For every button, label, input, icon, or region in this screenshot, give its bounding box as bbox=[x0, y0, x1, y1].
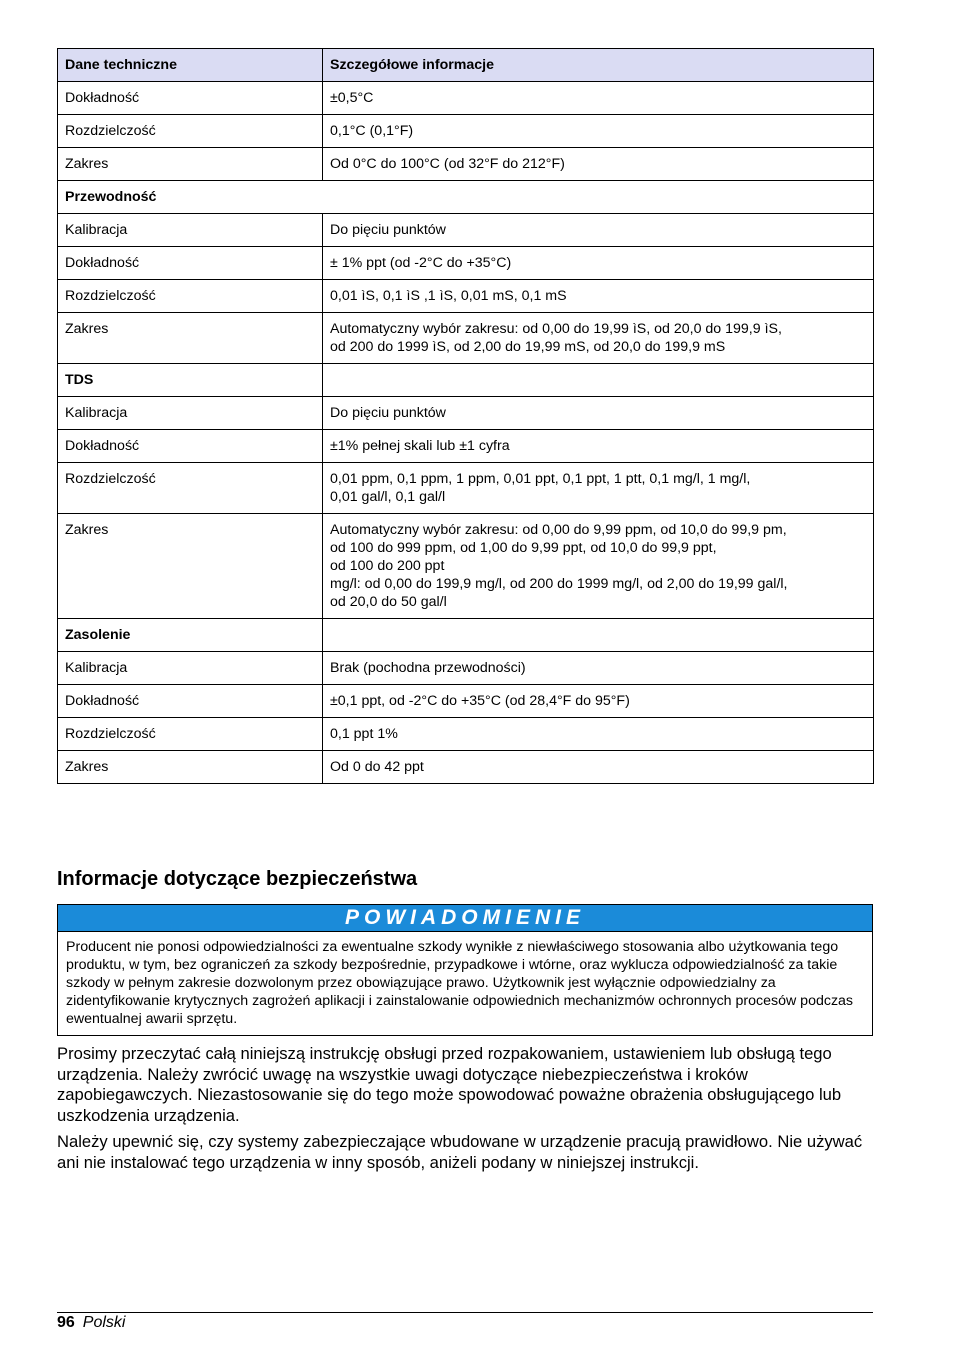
table-row bbox=[58, 652, 874, 685]
page-footer bbox=[57, 1313, 125, 1333]
row-label: Dokładność bbox=[58, 430, 323, 463]
row-label: Rozdzielczość bbox=[58, 115, 323, 148]
column-header-spec: Dane techniczne bbox=[58, 49, 323, 82]
table-row bbox=[58, 247, 874, 280]
row-value: Od 0 do 42 ppt bbox=[323, 751, 874, 784]
table-row bbox=[58, 214, 874, 247]
safety-paragraph: Prosimy przeczytać całą niniejszą instrukcję obsługi przed rozpakowaniem, ustawieniem lub obsługą tego urządzenia. Należy zwrócić uwagę na wszystkie uwagi dotyczące niebezpieczeństwa i kroków zapobiegawczych. Niezastosowanie się do tego może spowodować poważne obrażenia obsługującego lub uszkodzenia urządzenia. bbox=[57, 1044, 842, 1125]
table-header-row bbox=[58, 49, 874, 82]
row-value: Do pięciu punktów bbox=[323, 397, 874, 430]
row-value bbox=[323, 619, 874, 652]
row-label: Rozdzielczość bbox=[58, 463, 323, 514]
row-label: Dokładność bbox=[58, 82, 323, 115]
table-section-row bbox=[58, 364, 874, 397]
column-header-details: Szczegółowe informacje bbox=[323, 49, 874, 82]
table-row bbox=[58, 751, 874, 784]
table-row bbox=[58, 430, 874, 463]
table-row bbox=[58, 685, 874, 718]
table-row bbox=[58, 397, 874, 430]
section-label: Zasolenie bbox=[58, 619, 323, 652]
row-label: Rozdzielczość bbox=[58, 280, 323, 313]
section-title: Informacje dotyczące bezpieczeństwa bbox=[57, 868, 418, 890]
section-label: TDS bbox=[58, 364, 323, 397]
notice-text: Producent nie ponosi odpowiedzialności za ewentualne szkody wynikłe z niewłaściwego stosowania albo użytkowania tego produktu, w tym, bez ograniczeń za szkody bezpośrednie, przypadkowe i wtórne, oraz wyklucza odpowiedzialność za takie szkody w pełnym zakresie dozwolonym przez obowiązujące prawo. Użytkownik jest wyłącznie odpowiedzialny za zidentyfikowanie krytycznych zagrożeń aplikacji i zainstalowanie odpowiednich mechanizmów ochronnych procesów podczas ewentualnej awarii sprzętu. bbox=[66, 939, 854, 1027]
footer-divider bbox=[57, 1312, 873, 1313]
row-value: 0,1 ppt 1% bbox=[323, 718, 874, 751]
row-label: Dokładność bbox=[58, 685, 323, 718]
table-row bbox=[58, 115, 874, 148]
row-value: 0,1°C (0,1°F) bbox=[323, 115, 874, 148]
row-value: Od 0°C do 100°C (od 32°F do 212°F) bbox=[323, 148, 874, 181]
safety-paragraph: Należy upewnić się, czy systemy zabezpieczające wbudowane w urządzenie pracują prawidłowo. Nie używać ani nie instalować tego urządzenia w inny sposób, aniżeli podany w niniejszej instrukcji. bbox=[57, 1132, 863, 1172]
row-value: Brak (pochodna przewodności) bbox=[323, 652, 874, 685]
row-value: ±0,5°C bbox=[323, 82, 874, 115]
table-section-row bbox=[58, 619, 874, 652]
notice-header: POWIADOMIENIE bbox=[58, 905, 872, 932]
row-value: ±1% pełnej skali lub ±1 cyfra bbox=[323, 430, 874, 463]
row-value: ± 1% ppt (od -2°C do +35°C) bbox=[323, 247, 874, 280]
row-value: ±0,1 ppt, od -2°C do +35°C (od 28,4°F do 95°F) bbox=[323, 685, 874, 718]
row-value: 0,01 ppm, 0,1 ppm, 1 ppm, 0,01 ppt, 0,1 ppt, 1 ptt, 0,1 mg/l, 1 mg/l, 0,01 gal/l, 0,1 gal/l bbox=[323, 463, 874, 514]
row-label: Zakres bbox=[58, 514, 323, 619]
row-label: Zakres bbox=[58, 751, 323, 784]
table-row bbox=[58, 148, 874, 181]
table-row bbox=[58, 280, 874, 313]
section-label: Przewodność bbox=[58, 181, 874, 214]
table-section-row bbox=[58, 181, 874, 214]
row-label: Dokładność bbox=[58, 247, 323, 280]
notice-box bbox=[57, 904, 873, 1036]
row-label: Rozdzielczość bbox=[58, 718, 323, 751]
row-value: 0,01 ìS, 0,1 ìS ,1 ìS, 0,01 mS, 0,1 mS bbox=[323, 280, 874, 313]
table-body bbox=[58, 82, 874, 784]
table-row bbox=[58, 718, 874, 751]
table-row bbox=[58, 82, 874, 115]
table-row bbox=[58, 313, 874, 364]
row-label: Zakres bbox=[58, 148, 323, 181]
row-value: Automatyczny wybór zakresu: od 0,00 do 19,99 ìS, od 20,0 do 199,9 ìS, od 200 do 1999 ìS, od 2,00 do 19,99 mS, od 20,0 do 199,9 mS bbox=[323, 313, 874, 364]
row-label: Kalibracja bbox=[58, 652, 323, 685]
row-label: Kalibracja bbox=[58, 214, 323, 247]
specifications-table bbox=[57, 48, 874, 784]
row-value bbox=[323, 364, 874, 397]
row-value: Automatyczny wybór zakresu: od 0,00 do 9,99 ppm, od 10,0 do 99,9 pm, od 100 do 999 ppm, od 1,00 do 9,99 ppt, od 10,0 do 99,9 ppt, od 100 do 200 ppt mg/l: od 0,00 do 199,9 mg/l, od 200 do 1999 mg/l, od 2,00 do 19,99 gal/l, od 20,0 do 50 gal/l bbox=[323, 514, 874, 619]
row-value: Do pięciu punktów bbox=[323, 214, 874, 247]
table-row bbox=[58, 514, 874, 619]
language-label: Polski bbox=[82, 1314, 126, 1331]
page-number: 96 bbox=[57, 1314, 75, 1331]
row-label: Zakres bbox=[58, 313, 323, 364]
row-label: Kalibracja bbox=[58, 397, 323, 430]
table-row bbox=[58, 463, 874, 514]
